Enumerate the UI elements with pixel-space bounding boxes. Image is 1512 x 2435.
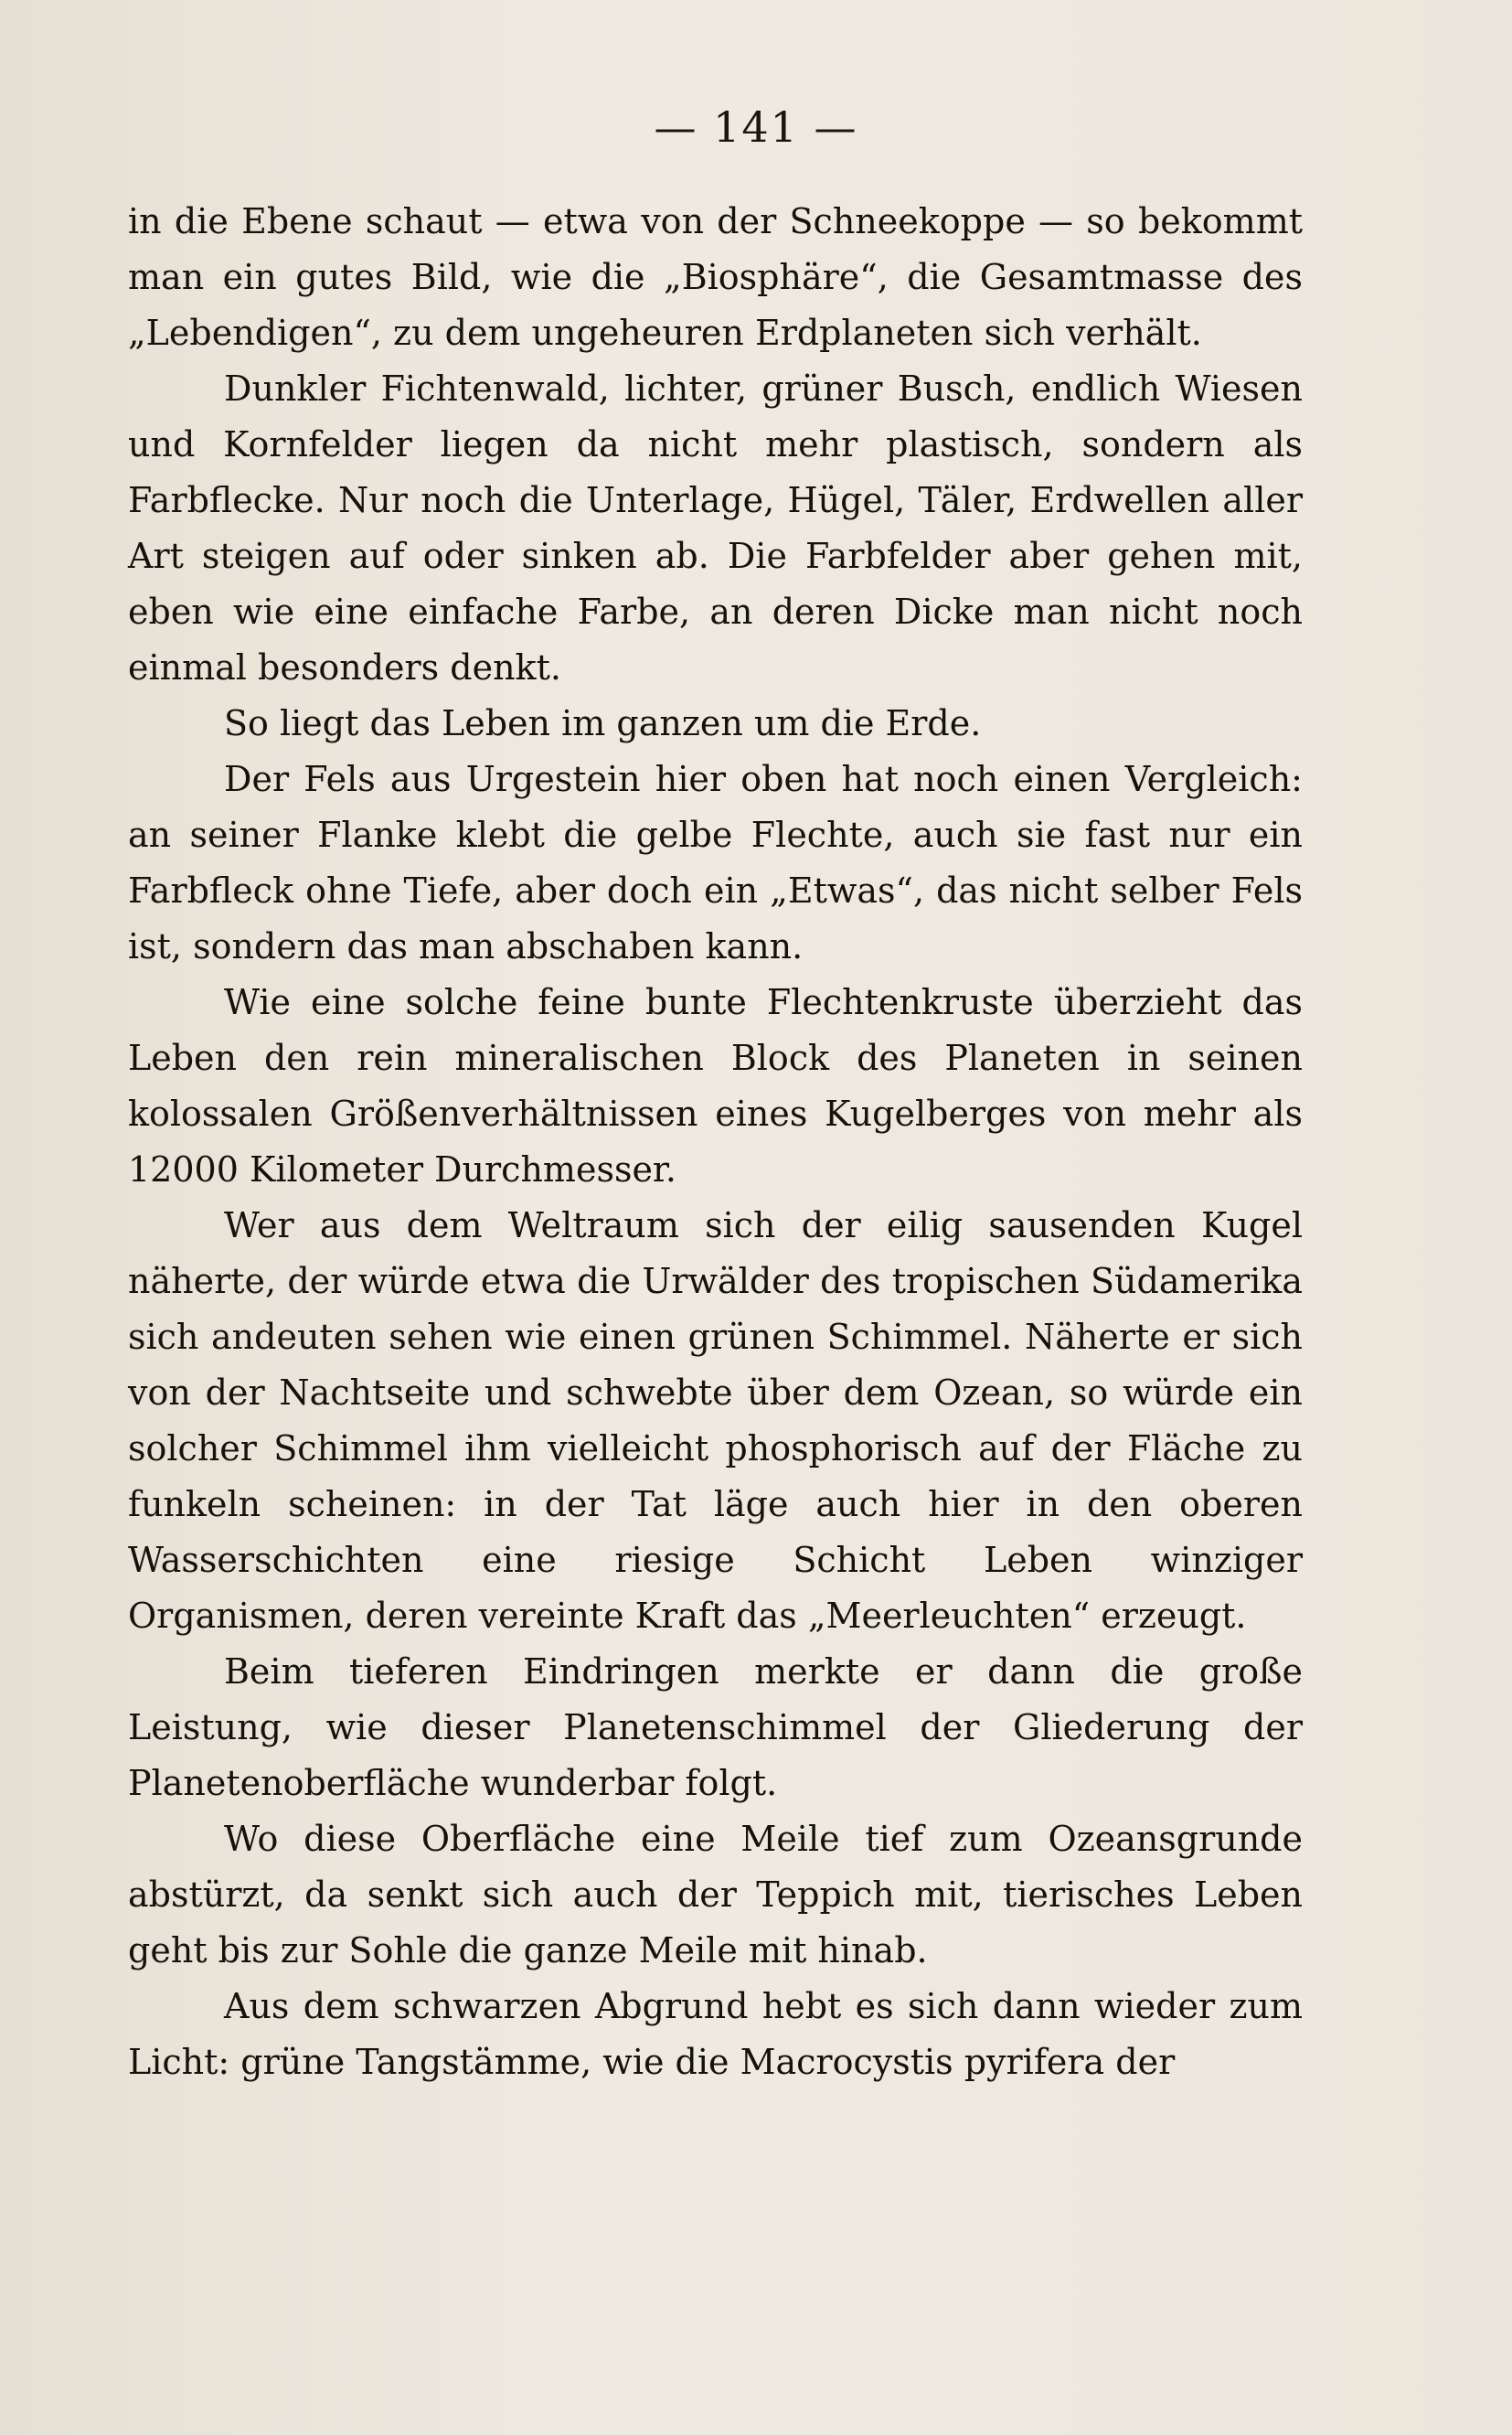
- paragraph: Dunkler Fichtenwald, lichter, grüner Busch, endlich Wiesen und Kornfelder liegen da nicht mehr plastisch, sondern als Farbflecke. Nur noch die Unterlage, Hügel, Täler, Erdwellen aller Art steigen auf oder sinken ab. Die Farbfelder aber gehen mit, eben wie eine einfache Farbe, an deren Dicke man nicht noch einmal besonders denkt.: [128, 368, 1303, 688]
- paragraph: Der Fels aus Urgestein hier oben hat noch einen Vergleich: an seiner Flanke klebt die gelbe Flechte, auch sie fast nur ein Farbfleck ohne Tiefe, aber doch ein „Etwas“, das nicht selber Fels ist, sondern das man abschaben kann.: [128, 759, 1303, 967]
- paragraph: Beim tieferen Eindringen merkte er dann die große Leistung, wie dieser Planetenschimmel der Gliederung der Planetenoberfläche wunderbar folgt.: [128, 1651, 1303, 1803]
- paragraph: Aus dem schwarzen Abgrund hebt es sich dann wieder zum Licht: grüne Tangstämme, wie die Macrocystis pyrifera der: [128, 1986, 1303, 2082]
- page-number: — 141 —: [654, 102, 858, 152]
- paragraph: Wie eine solche feine bunte Flechtenkruste überzieht das Leben den rein mineralischen Block des Planeten in seinen kolossalen Größenverhältnissen eines Kugelberges von mehr als 12000 Kilometer Durchmesser.: [128, 982, 1303, 1190]
- paragraph: Wer aus dem Weltraum sich der eilig sausenden Kugel näherte, der würde etwa die Urwälder des tropischen Südamerika sich andeuten sehen wie einen grünen Schimmel. Näherte er sich von der Nachtseite und schwebte über dem Ozean, so würde ein solcher Schimmel ihm vielleicht phosphorisch auf der Fläche zu funkeln scheinen: in der Tat läge auch hier in den oberen Wasserschichten eine riesige Schicht Leben winziger Organismen, deren vereinte Kraft das „Meerleuchten“ erzeugt.: [128, 1205, 1303, 1636]
- body-text: [128, 194, 1303, 2090]
- paragraph: in die Ebene schaut — etwa von der Schneekoppe — so bekommt man ein gutes Bild, wie die „Biosphäre“, die Gesamtmasse des „Lebendigen“, zu dem ungeheuren Erdplaneten sich verhält.: [128, 201, 1303, 353]
- paragraph: Wo diese Oberfläche eine Meile tief zum Ozeansgrunde abstürzt, da senkt sich auch der Teppich mit, tierisches Leben geht bis zur Sohle die ganze Meile mit hinab.: [128, 1819, 1303, 1970]
- paragraph: So liegt das Leben im ganzen um die Erde.: [224, 703, 982, 743]
